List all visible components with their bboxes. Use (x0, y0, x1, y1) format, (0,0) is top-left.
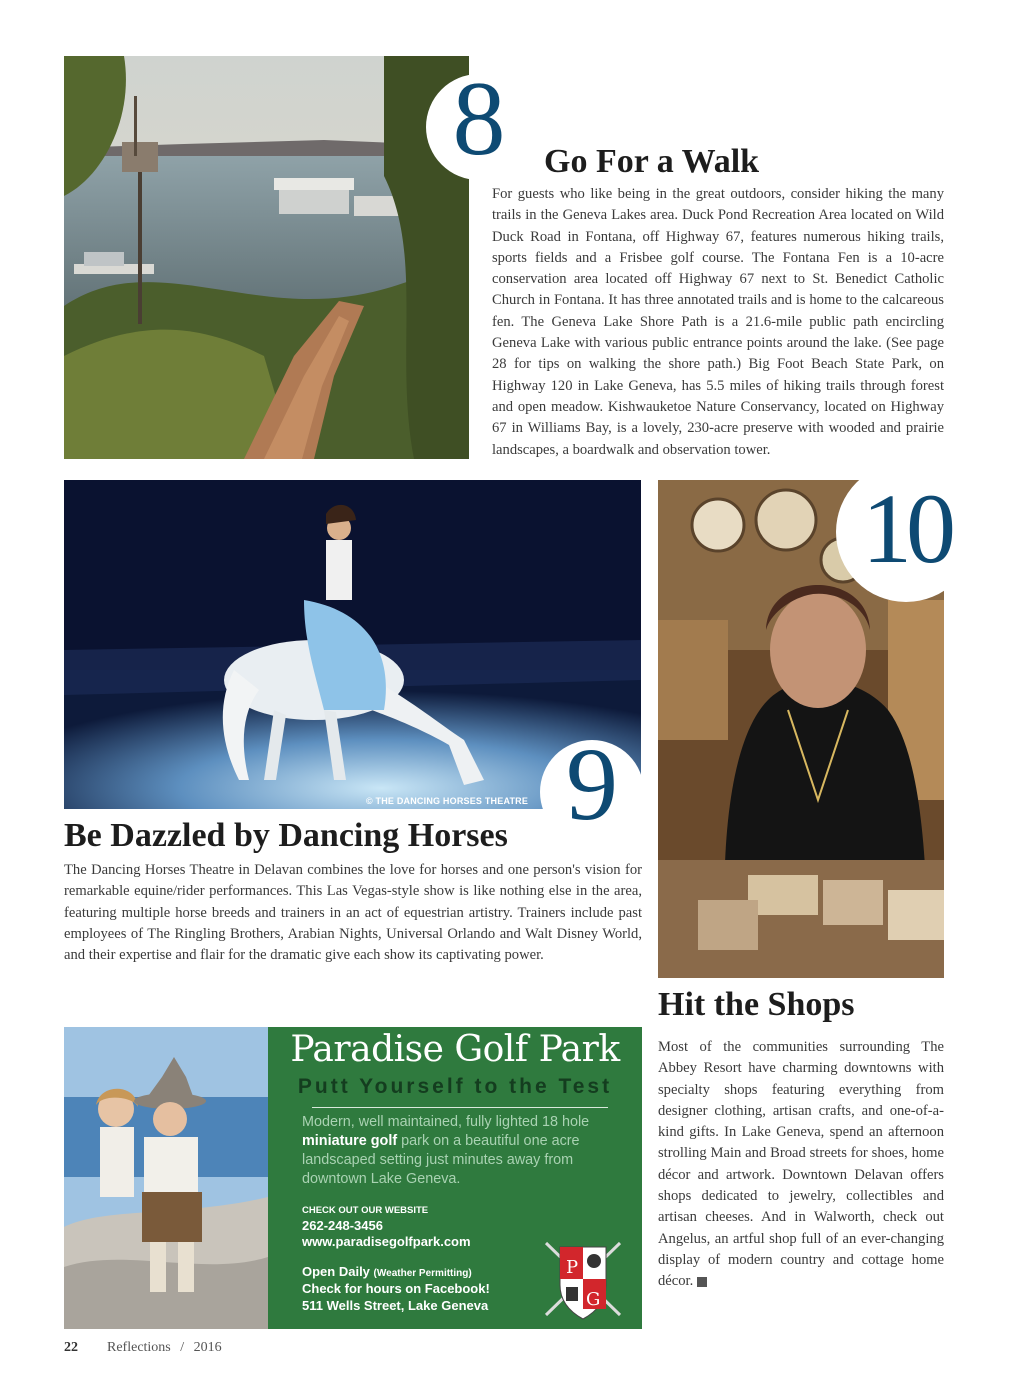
ad-open-daily: Open Daily (Weather Permitting) (302, 1264, 472, 1279)
section-9-number: 9 (540, 740, 644, 844)
ad-url[interactable]: www.paradisegolfpark.com (302, 1234, 471, 1249)
page-number: 22 (64, 1340, 78, 1355)
publication-year: 2016 (193, 1340, 222, 1355)
section-9-heading: Be Dazzled by Dancing Horses (64, 817, 508, 854)
publication-name: Reflections (107, 1340, 171, 1355)
section-10-number: 10 (836, 462, 976, 602)
crest-letter-g: G (586, 1289, 601, 1310)
paradise-golf-ad[interactable] (268, 1027, 642, 1329)
ad-address: 511 Wells Street, Lake Geneva (302, 1298, 489, 1313)
section-10-heading: Hit the Shops (658, 986, 855, 1023)
golf-crest-logo (542, 1239, 624, 1323)
section-10-body: Most of the communities surrounding The Abbey Resort have charming downtowns with specialty shops featuring everything from designer clothing, artisan crafts, and one-of-a-kind gifts. In Lake Geneva, spend an afternoon strolling Main and Broad streets for shoes, home décor and artwork. Downtown Delavan offers shops dedicated to jewelry, collectibles and artisan cheeses. And in Walworth, check out Angelus, an artful shop full of an ever-changing display of modern country and cottage home décor. (658, 1039, 944, 1290)
footer-separator: / (180, 1340, 185, 1355)
section-9-body: The Dancing Horses Theatre in Delavan combines the love for horses and one person's vision for remarkable equine/rider performances. This Las Vegas-style show is like nothing else in the area, featuring multiple horse breeds and trainers in an act of equestrian artistry. Trainers include past employees of The Ringling Brothers, Arabian Nights, Universal Orlando and Walt Disney World, and their expertise and flair for the dramatic give each show its captivating power. (64, 862, 642, 964)
ad-title: Paradise Golf Park (290, 1029, 620, 1070)
ad-phone[interactable]: 262-248-3456 (302, 1218, 383, 1233)
ad-divider (312, 1107, 608, 1108)
ad-facebook: Check for hours on Facebook! (302, 1281, 490, 1296)
crest-letter-p: P (566, 1257, 579, 1278)
section-8-number: 8 (426, 74, 532, 180)
ad-website-label: CHECK OUT OUR WEBSITE (302, 1205, 429, 1216)
ad-description: Modern, well maintained, fully lighted 18 hole miniature golf park on a beautiful one acre landscaped setting just minutes away from downtown Lake Geneva. (302, 1114, 590, 1187)
kids-ad-photo (64, 1027, 268, 1329)
section-8-heading: Go For a Walk (544, 143, 760, 180)
ad-tagline: Putt Yourself to the Test (297, 1075, 613, 1098)
end-mark-icon (697, 1277, 707, 1287)
lake-walkway-photo (64, 56, 469, 459)
page-footer (64, 1340, 222, 1356)
section-8-body: For guests who like being in the great outdoors, consider hiking the many trails in the Geneva Lakes area. Duck Pond Recreation Area located on Wild Duck Road in Fontana, off Highway 67, features numerous hiking trails, sports fields and a Frisbee golf course. The Fontana Fen is a 10-acre conservation area located off Highway 67 next to St. Benedict Catholic Church in Fontana. It has three annotated trails and is home to the calcareous fen. The Geneva Lake Shore Path is a 21.6-mile public path encircling Geneva Lake with various public entrance points around the lake. (See page 28 for tips on walking the shore path.) Big Foot Beach State Park, on Highway 120 in Lake Geneva, has 5.5 miles of hiking trails through forest and open meadow. Kishwauketoe Nature Conservancy, located on Highway 67 in Williams Bay, is a lovely, 230-acre preserve with wooded and prairie landscapes, a boardwalk and observation tower. (492, 186, 944, 458)
photo-credit: © THE DANCING HORSES THEATRE (366, 796, 529, 806)
